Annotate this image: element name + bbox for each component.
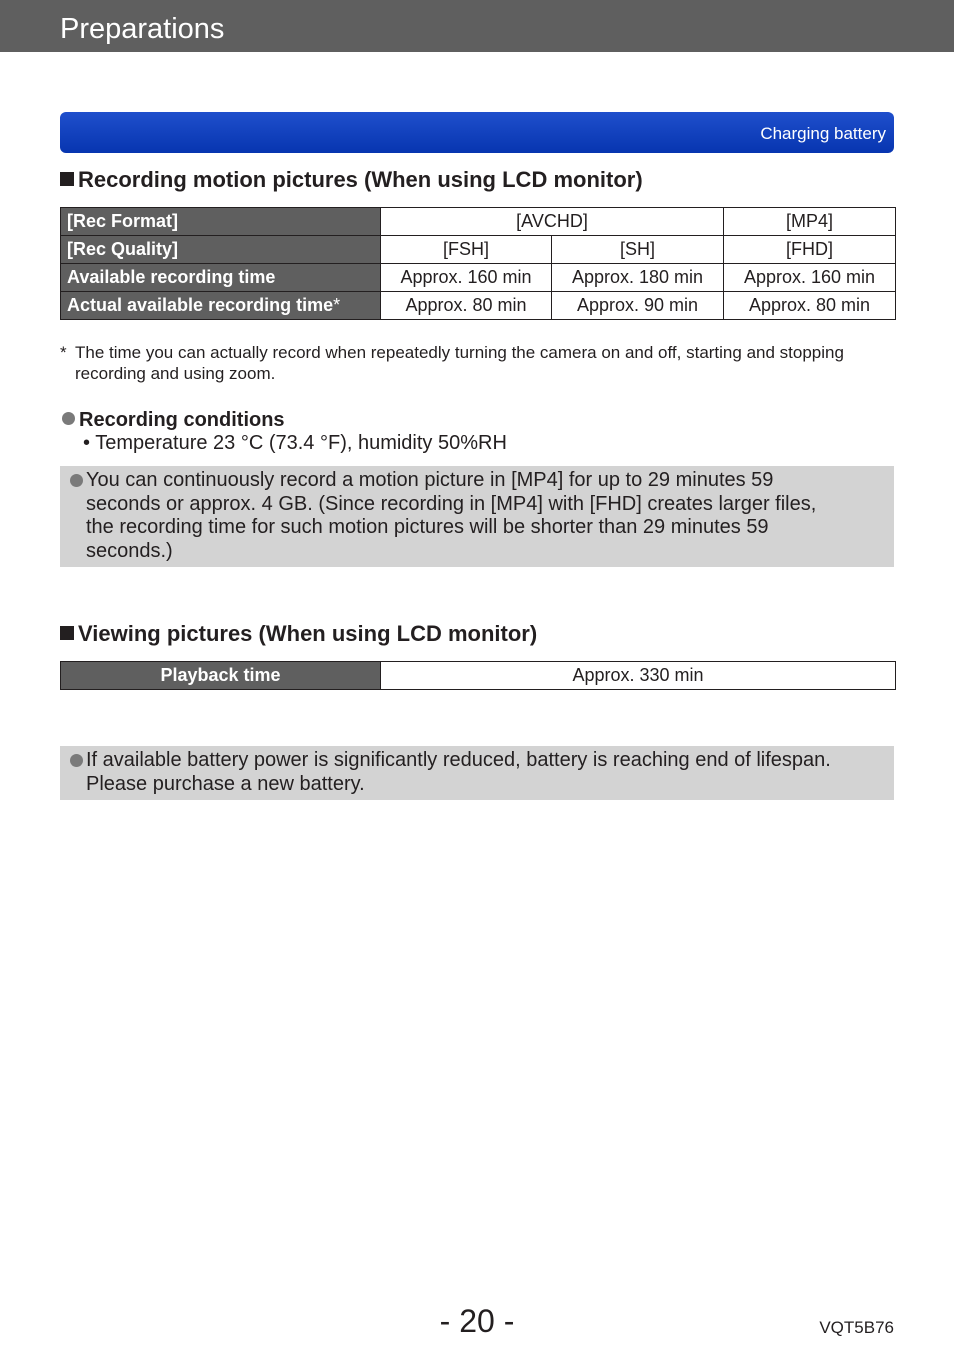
table-cell: Approx. 80 min	[724, 292, 896, 320]
table-cell: Approx. 90 min	[552, 292, 724, 320]
bullet-dot-icon	[70, 474, 83, 487]
row-header: Available recording time	[61, 264, 381, 292]
table-row	[61, 662, 896, 690]
bullet-dot-icon	[70, 754, 83, 767]
recording-heading	[60, 167, 643, 193]
note-text-2: If available battery power is significantly reduced, battery is reaching end of lifespan. Please purchase a new battery.	[86, 749, 831, 795]
row-header-label: Actual available recording time	[67, 295, 334, 315]
table-row	[61, 208, 896, 236]
table-cell: [AVCHD]	[381, 208, 724, 236]
viewing-heading	[60, 621, 537, 647]
square-bullet-icon	[60, 626, 74, 640]
row-header: Playback time	[61, 662, 381, 690]
table-cell: Approx. 330 min	[381, 662, 896, 690]
note-box-1	[60, 466, 894, 567]
document-code: VQT5B76	[819, 1318, 894, 1337]
table-cell: [FHD]	[724, 236, 896, 264]
footnote-marker: *	[333, 295, 341, 315]
page-title: Preparations	[60, 13, 225, 45]
conditions-title-text: Recording conditions	[79, 409, 285, 431]
viewing-table	[60, 661, 896, 690]
table-cell: [FSH]	[381, 236, 552, 264]
table-row	[61, 236, 896, 264]
table-cell: Approx. 80 min	[381, 292, 552, 320]
recording-heading-text: Recording motion pictures (When using LCD monitor)	[78, 167, 643, 192]
page-number: - 20 -	[439, 1303, 515, 1339]
footnote-text: The time you can actually record when repeatedly turning the camera on and off, starting and stopping recording and using zoom.	[75, 343, 844, 383]
section-bar	[60, 112, 894, 153]
note-text-1: You can continuously record a motion picture in [MP4] for up to 29 minutes 59 seconds or approx. 4 GB. (Since recording in [MP4] with [FHD] creates larger files, the recording time for such motion pictures will be shorter than 29 minutes 59 seconds.)	[86, 469, 817, 562]
row-header: [Rec Quality]	[61, 236, 381, 264]
table-row	[61, 292, 896, 320]
table-cell: [MP4]	[724, 208, 896, 236]
conditions-item: • Temperature 23 °C (73.4 °F), humidity 50%RH	[83, 432, 507, 454]
bullet-dot-icon	[62, 412, 75, 425]
footnote-star: *	[60, 343, 67, 362]
table-cell: Approx. 180 min	[552, 264, 724, 292]
table-cell: [SH]	[552, 236, 724, 264]
conditions-title	[62, 408, 285, 432]
row-header	[61, 292, 381, 320]
square-bullet-icon	[60, 172, 74, 186]
recording-table	[60, 207, 896, 320]
table-cell: Approx. 160 min	[381, 264, 552, 292]
row-header: [Rec Format]	[61, 208, 381, 236]
note-box-2	[60, 746, 894, 800]
viewing-heading-text: Viewing pictures (When using LCD monitor)	[78, 621, 538, 646]
page-header	[0, 0, 954, 52]
section-label: Charging battery	[760, 124, 886, 143]
footnote	[60, 342, 860, 384]
table-row	[61, 264, 896, 292]
table-cell: Approx. 160 min	[724, 264, 896, 292]
